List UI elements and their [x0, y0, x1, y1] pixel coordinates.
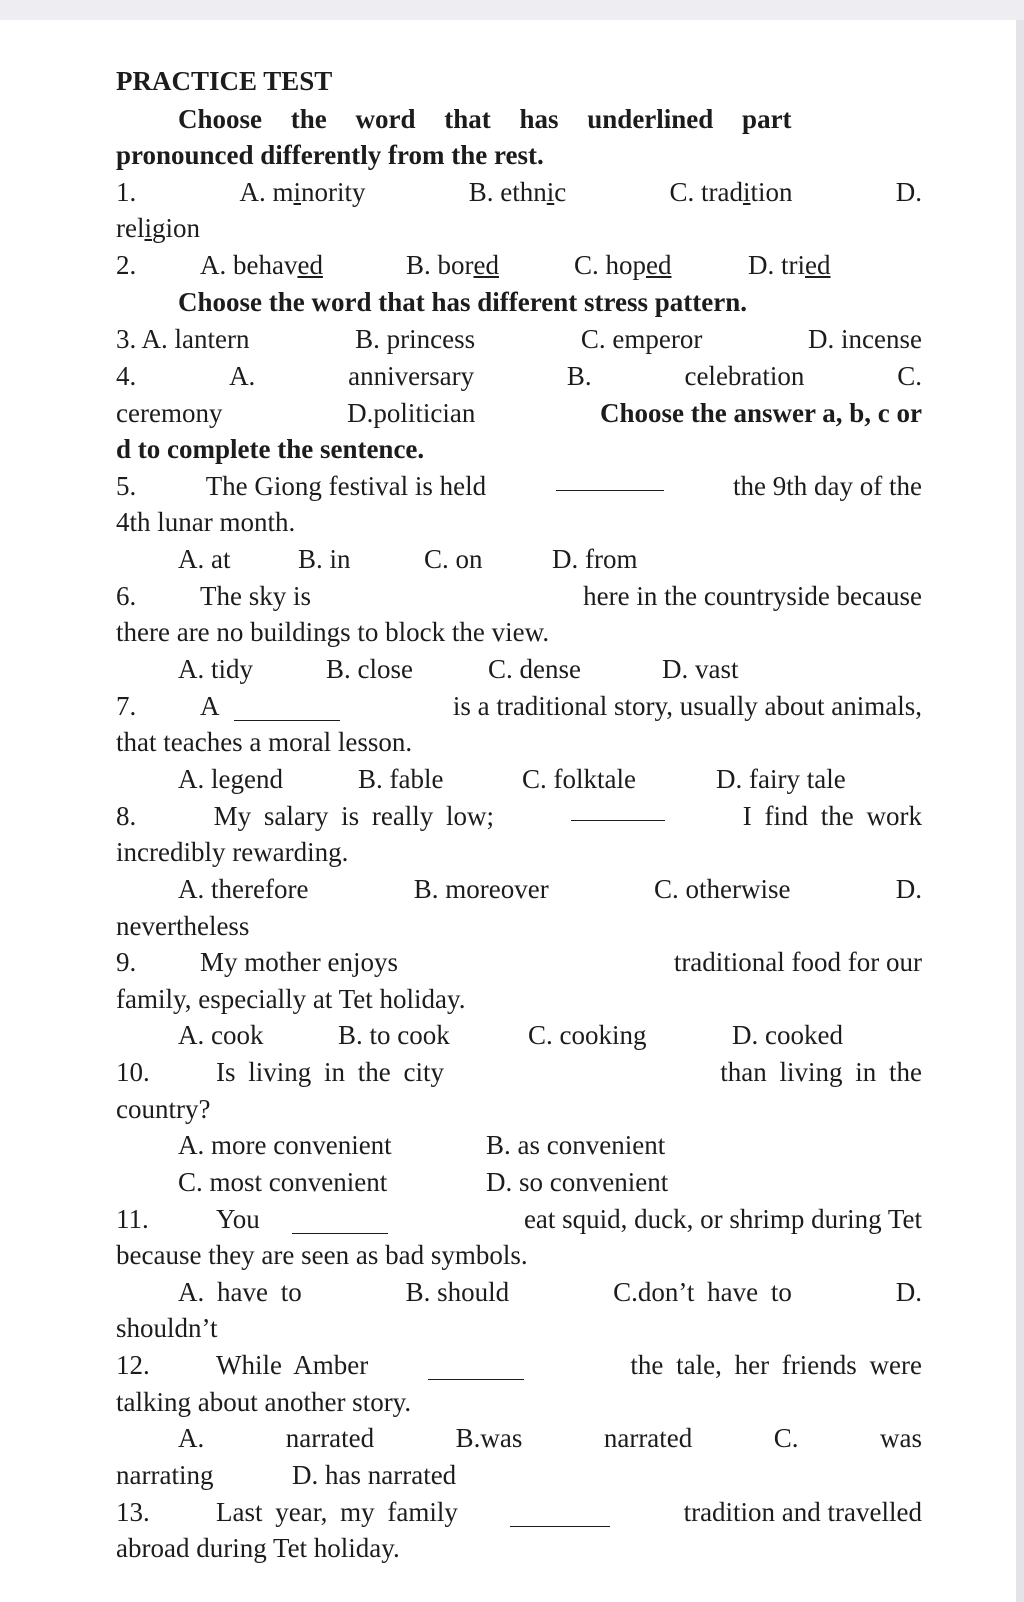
option-a-letter: A. — [178, 1423, 205, 1453]
option-a-letter: A. — [229, 361, 256, 391]
question-number: 12. — [116, 1350, 150, 1380]
question-text: than living in the — [720, 1057, 922, 1087]
option-c: C. most convenient — [178, 1167, 388, 1197]
option-d: D. cooked — [732, 1020, 843, 1050]
option-b: B. moreover — [413, 874, 549, 904]
option-a: A. at — [178, 544, 231, 574]
option-c: C. dense — [488, 654, 581, 684]
pronunciation-instruction-cont: pronounced differently from the rest. — [116, 140, 544, 170]
question-text: is a traditional story, usually about animals, — [452, 691, 922, 721]
page-title: PRACTICE TEST — [116, 66, 333, 96]
option-a: A. therefore — [178, 874, 309, 904]
question-text: here in the countryside because — [583, 581, 922, 611]
option-b: B. fable — [358, 764, 444, 794]
question-4 — [116, 358, 922, 394]
option-c-word-cont: narrating — [116, 1460, 214, 1490]
option-b: B. close — [326, 654, 413, 684]
question-1 — [116, 174, 922, 210]
option-c: C. emperor — [580, 324, 703, 354]
option-c: C. tradition — [669, 177, 793, 207]
question-text: the 9th day of the — [733, 471, 922, 501]
option-b: B. to cook — [338, 1020, 450, 1050]
option-c: C. otherwise — [653, 874, 791, 904]
question-number: 2. — [116, 250, 137, 280]
question-text: My mother enjoys — [200, 947, 398, 977]
question-8-cont: incredibly rewarding. — [116, 837, 349, 867]
question-text: traditional food for our — [673, 947, 922, 977]
question-11-cont: because they are seen as bad symbols. — [116, 1240, 528, 1270]
question-number: 9. — [116, 947, 137, 977]
question-text: eat squid, duck, or shrimp during Tet — [523, 1204, 922, 1234]
option-c-letter: C. — [897, 361, 922, 391]
question-7-cont: that teaches a moral lesson. — [116, 727, 413, 757]
completion-instruction-cont: d to complete the sentence. — [116, 434, 425, 464]
option-d: D. incense — [808, 324, 922, 354]
option-a-word: narrated — [285, 1423, 375, 1453]
option-d: D. fairy tale — [716, 764, 846, 794]
option-b: B. in — [298, 544, 351, 574]
question-number: 6. — [116, 581, 137, 611]
question-text: You — [216, 1204, 260, 1234]
option-a: A. tidy — [178, 654, 254, 684]
document-page — [0, 20, 1016, 1602]
answer-blank — [292, 1211, 388, 1234]
question-6-cont: there are no buildings to block the view. — [116, 617, 550, 647]
question-4-cont — [116, 395, 922, 431]
option-d: D. — [895, 1277, 922, 1307]
option-b-word: narrated — [603, 1423, 693, 1453]
question-8-options — [178, 871, 922, 907]
question-number: 8. — [116, 801, 137, 831]
question-11-options — [178, 1274, 922, 1310]
option-a-word: anniversary — [348, 361, 475, 391]
question-text: Last year, my family — [216, 1497, 458, 1527]
pronunciation-instruction — [178, 101, 922, 137]
option-d: D.politician — [347, 398, 476, 428]
question-number: 1. — [116, 177, 137, 207]
question-12-cont: talking about another story. — [116, 1387, 412, 1417]
question-text: While Amber — [216, 1350, 369, 1380]
option-d: D. — [895, 177, 922, 207]
option-b: B. princess — [355, 324, 476, 354]
question-12-options — [178, 1420, 922, 1456]
option-b: B. ethnic — [468, 177, 567, 207]
option-a: A. behaved — [200, 250, 323, 280]
question-3 — [116, 321, 922, 357]
option-d: D. — [895, 874, 922, 904]
question-number: 5. — [116, 471, 137, 501]
option-b-word: celebration — [684, 361, 805, 391]
option-a: A. cook — [178, 1020, 264, 1050]
question-11-option-d: shouldn’t — [116, 1313, 218, 1343]
question-number: 10. — [116, 1057, 150, 1087]
option-a: 3. A. lantern — [116, 324, 250, 354]
question-10-cont: country? — [116, 1094, 211, 1124]
answer-blank — [510, 1504, 610, 1527]
answer-blank — [571, 798, 665, 821]
question-5-cont: 4th lunar month. — [116, 507, 296, 537]
answer-blank — [428, 1357, 524, 1380]
scrollbar-track[interactable] — [1016, 20, 1024, 1602]
option-c-word: was — [879, 1423, 922, 1453]
question-number: 4. — [116, 361, 137, 391]
option-c: C. folktale — [522, 764, 636, 794]
option-c: C. cooking — [528, 1020, 647, 1050]
question-text: tradition and travelled — [683, 1497, 922, 1527]
question-text: Is living in the city — [216, 1057, 444, 1087]
option-d: D. vast — [662, 654, 739, 684]
option-a: A. have to — [178, 1277, 302, 1307]
option-b: B.was — [455, 1423, 523, 1453]
question-text: I find the work — [742, 801, 922, 831]
question-text: My salary is really low; — [213, 801, 495, 831]
question-text: The sky is — [200, 581, 311, 611]
question-9-cont: family, especially at Tet holiday. — [116, 984, 466, 1014]
stress-instruction: Choose the word that has different stress pattern. — [178, 287, 747, 317]
top-bar — [0, 0, 1024, 20]
answer-blank — [556, 468, 664, 491]
option-d: D. has narrated — [292, 1460, 457, 1490]
option-d: D. tried — [748, 250, 831, 280]
question-8 — [116, 798, 922, 834]
question-5 — [116, 468, 922, 504]
answer-blank — [234, 698, 340, 721]
option-c: C. on — [424, 544, 483, 574]
question-number: 13. — [116, 1497, 150, 1527]
question-1-cont: religion — [116, 213, 201, 243]
option-a: A. more convenient — [178, 1130, 392, 1160]
option-d: D. so convenient — [486, 1167, 669, 1197]
option-c: C. hoped — [574, 250, 672, 280]
instruction-text: Choose the word that has underlined part — [178, 104, 792, 134]
question-text: the tale, her friends were — [630, 1350, 922, 1380]
option-c-word: ceremony — [116, 398, 223, 428]
option-b: B. as convenient — [486, 1130, 666, 1160]
question-number: 11. — [116, 1204, 149, 1234]
option-a: A. legend — [178, 764, 283, 794]
question-number: 7. — [116, 691, 137, 721]
option-a: A. minority — [239, 177, 366, 207]
option-b-letter: B. — [566, 361, 592, 391]
option-d: D. from — [552, 544, 638, 574]
completion-instruction: Choose the answer a, b, c or — [600, 398, 922, 428]
option-c-letter: C. — [773, 1423, 799, 1453]
option-c: C.don’t have to — [613, 1277, 792, 1307]
question-text: A — [200, 691, 220, 721]
question-text: The Giong festival is held — [205, 471, 487, 501]
question-8-option-d: nevertheless — [116, 911, 250, 941]
question-13-cont: abroad during Tet holiday. — [116, 1533, 400, 1563]
option-b: B. should — [405, 1277, 510, 1307]
option-b: B. bored — [406, 250, 499, 280]
